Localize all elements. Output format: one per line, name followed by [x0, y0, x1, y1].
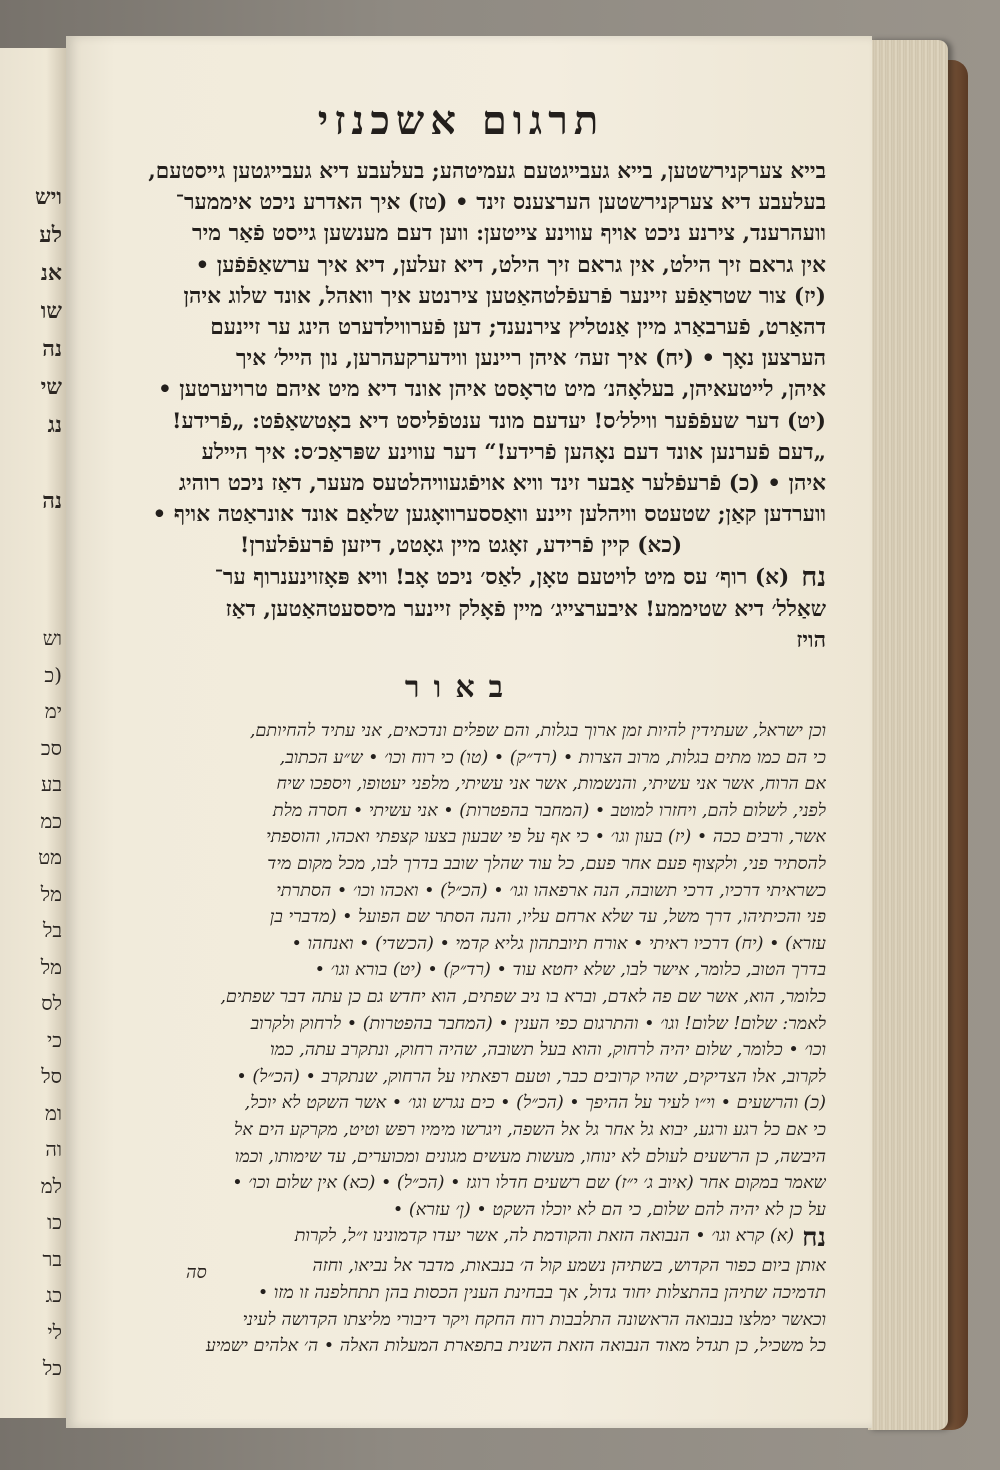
translation-line: [96, 218, 826, 249]
translation-line-text: הויז: [796, 627, 826, 653]
left-page-fragment: כל: [42, 1356, 62, 1380]
left-page-fragment: שו: [40, 298, 62, 324]
commentary-line: [96, 957, 826, 984]
left-page-fragment: בר: [42, 1246, 62, 1271]
commentary-line: [96, 1064, 826, 1091]
left-page-fragment-column-1: [6, 178, 62, 520]
commentary-line-text: שאמר במקום אחר (איוב ג׳ י״ז) שם רשעים חדלו רוגז • (הכ״ל) • (כא) אין שלום וכו׳ •: [232, 1173, 826, 1194]
commentary-line-text: וכאשר ימלצו בנבואה הראשונה התלבבות רוח החקח ויקר דיבורי מליצתו הקדושה לעיני: [242, 1309, 826, 1330]
left-page-fragment: בל: [43, 918, 62, 942]
left-page-fragment: לע: [39, 222, 62, 248]
translation-line: [96, 499, 826, 530]
commentary-line: [96, 1117, 826, 1144]
running-head: תרגום אשכנזי: [317, 97, 605, 144]
left-page-fragment: שי: [40, 374, 62, 400]
commentary-line: [96, 718, 826, 745]
translation-line: [96, 594, 826, 625]
left-page-fragment: [6, 444, 62, 482]
commentary-line: [96, 1307, 826, 1334]
commentary-line-text: וכו׳ • כלומר, שלום יהיה לרחוק, והוא בעל תשובה, שהיה רחוק, ונתקרב עתה, כמו: [269, 1040, 826, 1061]
translation-line-text: ווערדען קאַן; שטעטס וויהלען זיינע וואַססערוואָגען שלאַם אונד אונראַטה אויף •: [152, 502, 826, 528]
commentary-line-text: אם הרוח, אשר אני עשיתי, והנשמות, אשר אני עשיתי, מלפני יעטופו, ויספכו שיח: [276, 774, 826, 795]
translation-line: [96, 468, 826, 499]
commentary-line-text: פני והכיתיהו, דרך משל, עד שלא ארחם עליו, והנה הסתר שם הפועל • (מדברי בן: [269, 907, 826, 928]
commentary-line-text: היבשה, כן הרשעים לעולם לא ינוחו, מעשות מעשים מגונים ומכוערים, עד שימותו, וכמו: [234, 1146, 826, 1167]
commentary-line: [96, 798, 826, 825]
commentary-line: [96, 878, 826, 905]
commentary-line: [96, 904, 826, 931]
left-page-fragment: כמ: [40, 808, 62, 833]
translation-line: [96, 562, 826, 594]
commentary-line-text: (א) קרא וגו׳ • הנבואה הזאת והקודמת לה, אשר יעדו קדמונינו ז״ל, לקרות: [294, 1226, 795, 1247]
translation-line-text: אין גראם זיך הילט, אין גראם זיך הילט, דיא זעלען, דיא איך ערשאַפֿפֿען •: [195, 252, 826, 278]
translation-line: [96, 374, 826, 405]
left-page-fragment: נה: [42, 336, 62, 362]
commentary-line: [96, 984, 826, 1011]
commentary-line-text: לקרוב, אלו הצדיקים, שהיו קרובים כבר, וטעם רפאתיו על הרחוק, שנתקרב • (הכ״ל) •: [236, 1066, 826, 1087]
translation-line-text: איהן • (כ) פֿרעפֿלער אַבער זינד וויא אויפֿגעוויהלטעס מעער, דאַז ניכט רוהיג: [178, 471, 826, 497]
translation-line-text: בייא צערקנירשטען, בייא געבייגטעם געמיטהע; בעלעבע דיא געבייגטען גייסטעם,: [148, 159, 826, 184]
commentary-line-text: כי הם כמו מתים בגלות, מרוב הצרות • (רד״ק) • (טו) כי רוח וכו׳ • ש״ע הכתוב,: [279, 747, 826, 768]
translation-text: [96, 156, 826, 656]
translation-line: [96, 530, 826, 561]
commentary-line-text: כי אם כל רגע ורגע, יבוא גל אחר גל אל השפה, ויגרשו מימיו רפש וטיט, מקרקע הים אל: [233, 1119, 826, 1140]
commentary-line-text: עזרא) • (יח) דרכיו ראיתי • אורח תיובתהון גליא קדמי • (הכשדי) • ואנחהו •: [291, 933, 826, 954]
left-page-fragment: ויש: [35, 184, 62, 210]
translation-line-text: (יז) צור שטראַפֿע זיינער פֿרעפֿלטהאַטען צירנטע איך וואהל, אונד שלוג איהן: [183, 283, 826, 309]
left-page-fragment: סכ: [40, 735, 62, 760]
commentary-line-text: כשראיתי דרכיו, דרכי תשובה, הנה ארפאהו וגו׳ • (הכ״ל) • ואכהו וכו׳ • הסתרתי: [276, 880, 826, 901]
translation-line: [96, 187, 826, 218]
commentary-line-text: תדמיכה שתיהן בהתצלות יחוד גדול, אך בבחינת הענין הכסות בהן תתחלפנה זו מזו •: [257, 1282, 826, 1303]
translation-line: [96, 343, 826, 374]
translation-line: [96, 281, 826, 312]
left-page-fragment: נה: [42, 488, 62, 514]
commentary-line-text: להסתיר פני, ולקצוף פעם אחר פעם, כל עוד שהלך שובב בדרך לבו, מכל מקום מיד: [267, 854, 826, 875]
left-page-fragment: לי: [47, 1319, 62, 1344]
commentary-line-text: בדרך הטוב, כלומר, אישר לבו, שלא יחטא עוד • (רד״ק) • (יט) בורא וגו׳ •: [314, 960, 826, 981]
translation-line: [96, 156, 826, 187]
commentary-line-text: לאמר: שלום! שלום! וגו׳ • והתרגום כפי הענין • (המחבר בהפטרות) • לרחוק ולקרוב: [250, 1013, 826, 1034]
page-stack-edges: [868, 40, 948, 1430]
commentary-line-text: לפני, לשלום להם, ויחזרו למוטב • (המחבר בהפטרות) • אני עשיתי • חסרה מלת: [272, 800, 826, 821]
commentary-line: [96, 1223, 826, 1253]
commentary-line: [96, 1011, 826, 1038]
commentary-line-text: כלומר, הוא, אשר שם פה לאדם, וברא בו ניב שפתים, הוא יחדש גם כן עתה דבר שפתים,: [220, 986, 826, 1007]
left-page-fragment: וה: [45, 1137, 62, 1161]
left-page-fragment: מל: [40, 881, 62, 906]
commentary-line: [96, 1144, 826, 1171]
commentary-heading: באור: [404, 670, 518, 706]
translation-line: [96, 406, 826, 437]
commentary-line: [96, 1333, 826, 1360]
translation-line: [96, 437, 826, 468]
translation-line: [96, 312, 826, 343]
translation-line-text: (יט) דער שעפֿפֿער ווילל׳ס! יעדעם מונד ענטפֿליסט דיא באָטשאַפֿט: „פֿרידע!: [172, 408, 826, 434]
commentary-line-text: כל משכיל, כן תגדל מאוד הנבואה הזאת השנית בתפארת המעלות האלה • ה׳ אלהים ישמיע: [205, 1336, 826, 1357]
translation-line: [96, 250, 826, 281]
translation-line-text: (א) רוף׳ עס מיט לויטעם טאָן, לאַס׳ ניכט אָב! וויא פּאָזוינענרוף ער־: [214, 564, 790, 590]
left-page-fragment: ימ: [44, 699, 62, 723]
translation-line-text: בעלעבע דיא צערקנירשטען הערצענס זינד • (טז) איך האדרע ניכט איממער־: [175, 190, 826, 216]
commentary-line: [96, 851, 826, 878]
left-page-fragment: כג: [45, 1283, 62, 1307]
book-page: [66, 36, 872, 1428]
commentary-chapter-label: נח: [802, 1223, 826, 1254]
chapter-label: נח: [801, 561, 826, 593]
commentary-line: [96, 745, 826, 772]
commentary-line: [96, 1280, 826, 1307]
translation-line-text: שאַלל׳ דיא שטיממע! איבערצייג׳ מיין פֿאָלק זיינער מיססעטהאַטען, דאַז: [225, 596, 826, 622]
commentary-line-text: על כן לא יהיה להם שלום, כי הם לא יוכלו השקט • (ן׳ עזרא) •: [392, 1199, 826, 1220]
commentary-line-text: (כ) והרשעים • וי״ו לעיר על ההיפך • (הכ״ל) • כים נגרש וגו׳ • אשר השקט לא יוכל,: [244, 1093, 826, 1114]
translation-line: [96, 625, 826, 656]
left-page-fragment: כי: [46, 1027, 62, 1052]
translation-line-text: (כא) קיין פֿרידע, זאָגט מיין גאָטט, דיזען פֿרעפֿלערן!: [239, 533, 683, 559]
translation-line-text: הערצען נאָך • (יח) איך זעה׳ איהן ריינען ווידערקעהרען, נון הייל׳ איך: [235, 346, 826, 372]
left-page-fragment: כו: [47, 1210, 62, 1234]
left-page-fragment: מל: [40, 954, 62, 979]
commentary-line: [96, 1090, 826, 1117]
translation-line-text: „דעם פֿערנען אונד דעם נאָהען פֿרידע!“ דער עווינע שפּראַכ׳ס: איך היילע: [201, 439, 826, 465]
commentary-line-text: אשר, ורבים ככה • (יז) בעון וגו׳ • כי אף על פי שבעון בצעו קצפתי ואכהו, והוספתי: [266, 827, 826, 848]
commentary-line-text: אותן ביום כפור הקדוש, בשתיהן נשמע קול ה׳ בנבאות, מדבר אל נביאו, וחזה: [312, 1256, 826, 1277]
left-page-fragment: סל: [41, 1064, 62, 1088]
left-page-fragment-column-2: [6, 620, 62, 1387]
commentary-line: [96, 1197, 826, 1224]
left-facing-page: [0, 48, 68, 1418]
commentary-line: [96, 824, 826, 851]
left-page-fragment: בע: [41, 772, 62, 796]
left-page-fragment: למ: [40, 1173, 62, 1198]
commentary-line: [96, 1037, 826, 1064]
left-page-fragment: מט: [38, 845, 62, 869]
left-page-fragment: ומ: [45, 1100, 62, 1125]
left-page-fragment: וש: [42, 626, 62, 650]
page-signature: סה: [186, 1262, 207, 1283]
page-content: [96, 96, 826, 1360]
commentary-line: [96, 931, 826, 958]
left-page-fragment: לס: [41, 991, 62, 1015]
left-page-fragment: אנ: [40, 260, 62, 286]
commentary-line: [96, 1170, 826, 1197]
commentary-line: [96, 771, 826, 798]
translation-line-text: דהאַרט, פֿערבאַרג מיין אַנטליץ צירנענד; דען פֿערווילדערט הינג ער זיינעם: [210, 315, 826, 341]
left-page-fragment: נג: [47, 412, 62, 438]
left-page-fragment: (כ: [44, 662, 62, 687]
translation-line-text: איהן, לייטעאיהן, בעלאָהנ׳ מיט טראָסט איהן אונד דיא מיט איהם טרויערטען •: [157, 377, 826, 403]
commentary-line-text: וכן ישראל, שעתידין להיות זמן ארוך בגלות, והם שפלים ונדכאים, אני עתיד להחיותם,: [249, 721, 826, 742]
translation-line-text: וועהרענד, צירנע ניכט אויף עווינע צייטען: ווען דעם מענשען גייסט פֿאַר מיר: [191, 221, 826, 247]
